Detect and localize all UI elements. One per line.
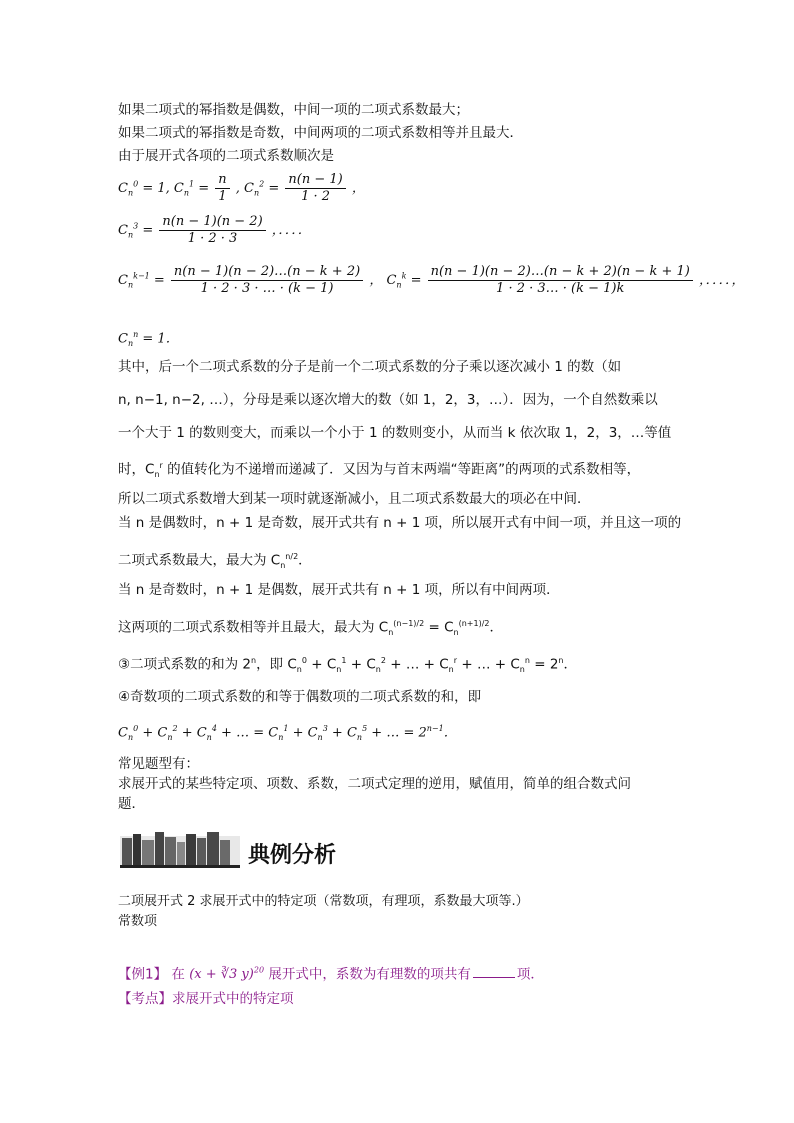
para-numerator: 其中，后一个二项式系数的分子是前一个二项式系数的分子乘以逐次减小 1 的数（如 [118, 359, 622, 375]
para-n-odd: 当 n 是奇数时，n + 1 是偶数，展开式共有 n + 1 项，所以有中间两项． [118, 582, 560, 598]
para-types-end: 题． [118, 796, 145, 812]
frac-c1: $\frac{n}{1}$ [215, 172, 229, 205]
para-coefficients-intro: 由于展开式各项的二项式系数顺次是 [118, 148, 334, 164]
formula-c2-prefix: , $C_n^2$ = [235, 179, 284, 198]
para-max-odd: 这两项的二项式系数相等并且最大，最大为 $C_n^{(n-1)/2} = C_n^{(n+1)/2}$． [118, 619, 503, 638]
formula-odd-even: $C_n^0 + C_n^2 + C_n^4$ + … = $C_n^1 + C_n^3 + C_n^5$ + … = $2^{n-1}$． [118, 724, 457, 742]
frac-ck1: $\frac{n(n - 1)(n - 2)\dots(n - k + 2)}{1 \cdot 2 \cdot 3 \cdot \dots \cdot (k - 1)}$ [171, 264, 363, 297]
para-natural-number: 一个大于 1 的数则变大，而乘以一个小于 1 的数则变小，从而当 k 依次取 1，2，3，…等值 [118, 425, 672, 441]
frac-ck: $\frac{n(n - 1)(n - 2)\dots(n - k + 2)(n - k + 1)}{1 \cdot 2 \cdot 3\dots \cdot (k - 1)k}$ [428, 264, 693, 297]
subsection-title: 二项展开式 2 求展开式中的特定项（常数项，有理项，系数最大项等.） [118, 894, 529, 909]
para-denominator: n, n−1, n−2, …），分母是乘以逐次增大的数（如 1，2，3，…）．因为，一个自然数乘以 [118, 392, 658, 408]
formula-ck: $C_n^{k-1}$ = $\frac{n(n - 1)(n - 2)\dots(n - k + 2)}{1 \cdot 2 \cdot 3 \cdot \dots \cdot (k - 1)}$ ， $C_n^k$ = $\frac{n(n - 1)(n - 2)\dots(n - k + 2)(n - k + 1)}{1 \cdot 2 \cdot 3\dots \cdot (k - 1)k}$ ，．．．．， [118, 264, 745, 296]
subsection-sub: 常数项 [118, 914, 158, 929]
kaodian-text: 求展开式中的特定项 [172, 991, 294, 1007]
example-1: 【例1】 在 (x + ∛3 y)$^{20}$ 展开式中，系数为有理数的项共有 项． [118, 966, 544, 983]
example-label: 【例1】 [118, 966, 168, 983]
para-even-exponent: 如果二项式的幂指数是偶数，中间一项的二项式系数最大； [118, 102, 469, 118]
formula-c0-c2: $C_n^0 = 1$, $C_n^1$ = $\frac{n}{1}$ , $C_n^2$ = $\frac{n(n - 1)}{1 \cdot 2}$ ， [118, 172, 365, 204]
formula-c0: $C_n^0 = 1$, $C_n^1$ = [118, 179, 214, 198]
para-max-even: 二项式系数最大，最大为 $C_n^{n/2}$． [118, 552, 312, 571]
para-common-types: 常见题型有： [118, 756, 199, 772]
kaodian-label: 【考点】 [118, 991, 172, 1007]
section-title: 典例分析 [248, 843, 337, 868]
para-n-even: 当 n 是偶数时，n + 1 是奇数，展开式共有 n + 1 项，所以展开式有中间一项，并且这一项的 [118, 515, 682, 531]
para-types-list: 求展开式的某些特定项、项数、系数，二项式定理的逆用，赋值用，简单的组合数式问 [118, 776, 631, 792]
para-odd-even-sum: ④奇数项的二项式系数的和等于偶数项的二项式系数的和，即 [118, 689, 482, 705]
frac-c2: $\frac{n(n - 1)}{1 \cdot 2}$ [285, 172, 345, 205]
para-odd-exponent: 如果二项式的幂指数是奇数，中间两项的二项式系数相等并且最大． [118, 125, 523, 141]
para-middle: 所以二项式系数增大到某一项时就逐渐减小，且二项式系数最大的项必在中间． [118, 491, 591, 507]
frac-c3: $\frac{n(n - 1)(n - 2)}{1 \cdot 2 \cdot 3}$ [159, 214, 265, 247]
kaodian [118, 990, 294, 1008]
para-sum: ③二项式系数的和为 2$^n$，即 $C_n^0 + C_n^1 + C_n^2$ + … + $C_n^r$ + … + $C_n^n = 2^n$． [118, 656, 577, 675]
para-decreasing: 时，$C_n^r$ 的值转化为不递增而递减了．又因为与首末两端“等距离”的两项的式系数相等， [118, 461, 641, 480]
books-icon [120, 828, 240, 868]
formula-cn: $C_n^n = 1$． [118, 330, 179, 348]
formula-c3: $C_n^3$ = $\frac{n(n - 1)(n - 2)}{1 \cdot 2 \cdot 3}$ ，．．．． [118, 214, 311, 246]
example-expression: (x + ∛3 y)$^{20}$ [189, 966, 265, 983]
answer-blank[interactable] [473, 965, 515, 978]
